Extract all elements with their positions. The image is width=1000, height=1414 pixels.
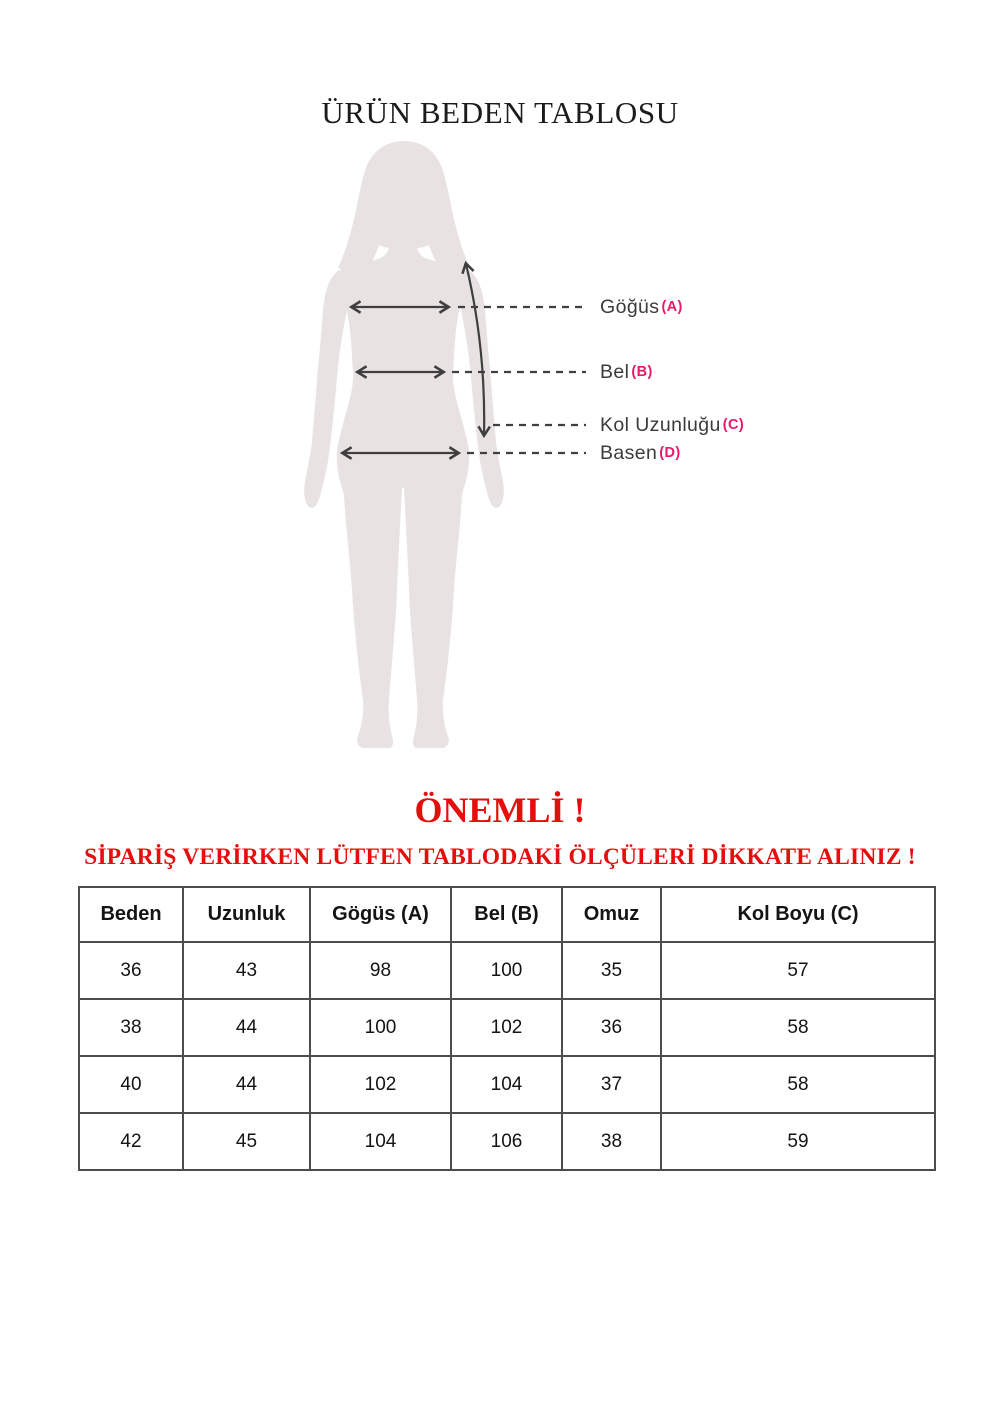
col-header-gogus: Gögüs (A) [310,887,451,942]
cell: 43 [183,942,310,999]
cell: 44 [183,999,310,1056]
cell: 38 [562,1113,661,1170]
cell: 37 [562,1056,661,1113]
size-table-header [79,887,935,942]
table-row [79,942,935,999]
cell: 59 [661,1113,935,1170]
col-header-kol-boyu: Kol Boyu (C) [661,887,935,942]
cell: 38 [79,999,183,1056]
label-chest [600,296,683,320]
cell: 102 [451,999,562,1056]
cell: 106 [451,1113,562,1170]
cell: 104 [451,1056,562,1113]
label-hip-marker: (D) [659,445,681,461]
label-hip-text: Basen [600,442,658,464]
cell: 102 [310,1056,451,1113]
torso-legs-shape [337,238,470,748]
page-title: ÜRÜN BEDEN TABLOSU [321,94,679,130]
cell: 100 [451,942,562,999]
cell: 58 [661,999,935,1056]
cell: 100 [310,999,451,1056]
cell: 35 [562,942,661,999]
table-row [79,1056,935,1113]
table-row [79,1113,935,1170]
cell: 58 [661,1056,935,1113]
col-header-uzunluk: Uzunluk [183,887,310,942]
col-header-bel: Bel (B) [451,887,562,942]
cell: 36 [562,999,661,1056]
cell: 104 [310,1113,451,1170]
label-waist [600,361,653,385]
order-warning-text: SİPARİŞ VERİRKEN LÜTFEN TABLODAKİ ÖLÇÜLERİ DİKKATE ALINIZ ! [84,844,916,870]
label-hip [600,442,681,466]
size-table-body [79,942,935,1170]
label-waist-text: Bel [600,361,630,383]
cell: 57 [661,942,935,999]
col-header-beden: Beden [79,887,183,942]
label-waist-marker: (B) [631,364,653,380]
cell: 98 [310,942,451,999]
label-arm-length [600,414,744,438]
label-chest-text: Göğüs [600,296,660,318]
size-table [78,886,936,1171]
important-heading: ÖNEMLİ ! [414,790,586,830]
col-header-omuz: Omuz [562,887,661,942]
cell: 45 [183,1113,310,1170]
label-chest-marker: (A) [661,299,683,315]
header-row [79,887,935,942]
label-arm-length-marker: (C) [722,417,745,433]
cell: 42 [79,1113,183,1170]
cell: 36 [79,942,183,999]
cell: 40 [79,1056,183,1113]
table-row [79,999,935,1056]
label-arm-length-text: Kol Uzunluğu [600,414,721,436]
cell: 44 [183,1056,310,1113]
